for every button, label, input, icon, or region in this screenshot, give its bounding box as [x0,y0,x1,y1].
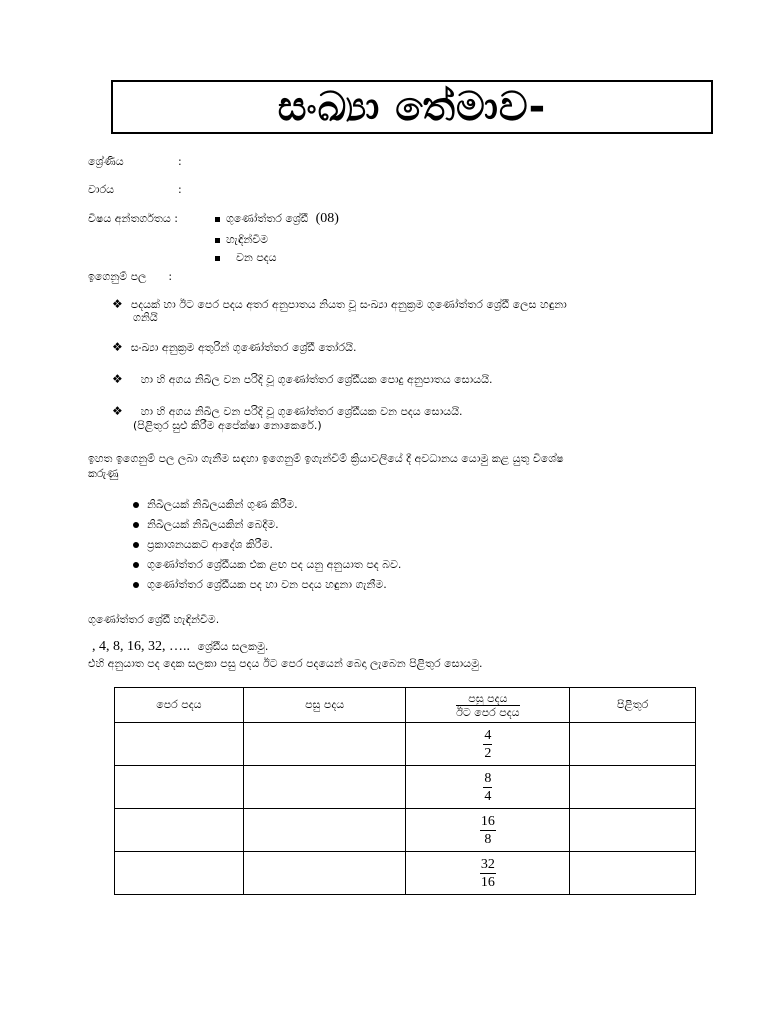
outcome-item-continued: ගනියි [133,311,158,324]
diamond-bullet-icon: ❖ [112,340,123,354]
table-cell[interactable] [115,723,244,766]
table-cell[interactable] [243,852,406,895]
outcomes-heading: ඉගෙනුම් පල : [88,270,173,283]
table-cell[interactable] [115,852,244,895]
content-item: හැඳින්වීම [215,233,268,247]
content-number: (08) [315,211,339,226]
period-colon: : [178,183,182,196]
table-row [115,809,696,852]
title-box [111,80,713,134]
outcome-item: ❖ හා හි අගය නිඛිල වන පරිදි වූ ගුණෝත්තර ශ්‍රේඪියක පොදු අනුපාතය සොයයි. [112,372,493,386]
diamond-bullet-icon: ❖ [112,372,123,386]
table-cell[interactable] [115,766,244,809]
table-cell[interactable] [243,723,406,766]
table-cell[interactable] [243,809,406,852]
column-header: පෙර පදය [115,688,244,723]
dot-bullet-icon [133,562,139,568]
table-cell[interactable] [243,766,406,809]
grade-colon: : [178,155,182,168]
outcome-item: ❖ හා හි අගය නිඛිල වන පරිදි වූ ගුණෝත්තර ශ්‍රේඪියක වන පදය සොයයි. [112,404,463,418]
fraction-cell: $\frac{32}{16}$ [406,852,570,895]
fraction-cell: $\frac{4}{2}$ [406,723,570,766]
intro-heading: ගුණෝත්තර ශ්‍රේඪි හැඳින්වීම. [88,613,220,626]
table-cell[interactable] [115,809,244,852]
table-row [115,766,696,809]
content-label: විෂය අන්තර්ගතය : [88,212,178,225]
square-bullet-icon [215,217,220,222]
content-item: වන පදය [215,251,277,265]
column-header: පිළිතුර [570,688,696,723]
outcome-item-continued: (පිළිතුර සුළු කිරීම අපේක්ෂා නොකෙරේ.) [133,419,322,432]
answer-cell[interactable] [570,852,696,895]
column-header: පසු පදය [243,688,406,723]
answer-cell[interactable] [570,809,696,852]
page-title: සංඛ්‍යා තේමාව- [277,84,547,130]
ratio-table [114,687,696,895]
answer-cell[interactable] [570,723,696,766]
grade-label: ශ්‍රේණිය [88,155,124,168]
content-item: ගුණෝත්තර ශ්‍රේඪි (08) [215,212,339,226]
square-bullet-icon [215,256,220,261]
attention-item: ගුණෝත්තර ශ්‍රේඪියක පද හා වන පදය හඳුනා ගැනීම. [133,578,387,592]
period-label: වාරය [88,183,115,196]
attention-text-continued: කරුණු [88,467,119,480]
fraction-cell: $\frac{16}{8}$ [406,809,570,852]
column-header-fraction: පසු පදය ඊට පෙර පදය [406,688,570,723]
table-row [115,852,696,895]
table-row [115,723,696,766]
attention-item: ගුණෝත්තර ශ්‍රේඪියක එක ළඟ පද යනු අනුයාත පද බව. [133,558,401,572]
diamond-bullet-icon: ❖ [112,297,123,311]
sequence-line: , 4, 8, 16, 32, ….. ශ්‍රේඪිය සලකමු. [92,639,269,654]
attention-item: නිඛිලයක් නිඛිලයකින් බෙදීම. [133,518,279,532]
diamond-bullet-icon: ❖ [112,404,123,418]
dot-bullet-icon [133,582,139,588]
attention-item: ප්‍රකාශනයකට ආදේශ කිරීම. [133,538,273,552]
table-header-row [115,688,696,723]
instruction-text: එහි අනුයාත පද දෙක සලකා පසු පදය ඊට පෙර පදයෙන් බෙදා ලැබෙන පිළිතුර සොයමු. [88,657,483,670]
answer-cell[interactable] [570,766,696,809]
attention-item: නිඛිලයක් නිඛිලයකින් ගුණ කිරීම. [133,498,298,512]
fraction-cell: $\frac{8}{4}$ [406,766,570,809]
dot-bullet-icon [133,522,139,528]
square-bullet-icon [215,238,220,243]
dot-bullet-icon [133,502,139,508]
attention-text: ඉහත ඉගෙනුම් පල ලබා ගැනීම සඳහා ඉගෙනුම් ඉගැන්වීම් ක්‍රියාවලියේ දී අවධානය යොමු කළ යුතු විශේෂ [88,452,564,465]
sequence: , 4, 8, 16, 32, ….. [92,639,190,654]
dot-bullet-icon [133,542,139,548]
outcome-item: ❖ සංඛ්‍යා අනුක්‍රම අතුරින් ගුණෝත්තර ශ්‍රේඪි තෝරයි. [112,340,357,354]
outcome-item: ❖ පදයක් හා ඊට පෙර පදය අතර අනුපාතය නියත වූ සංඛ්‍යා අනුක්‍රම ගුණෝත්තර ශ්‍රේඪි ලෙස හඳුනා [112,297,567,311]
